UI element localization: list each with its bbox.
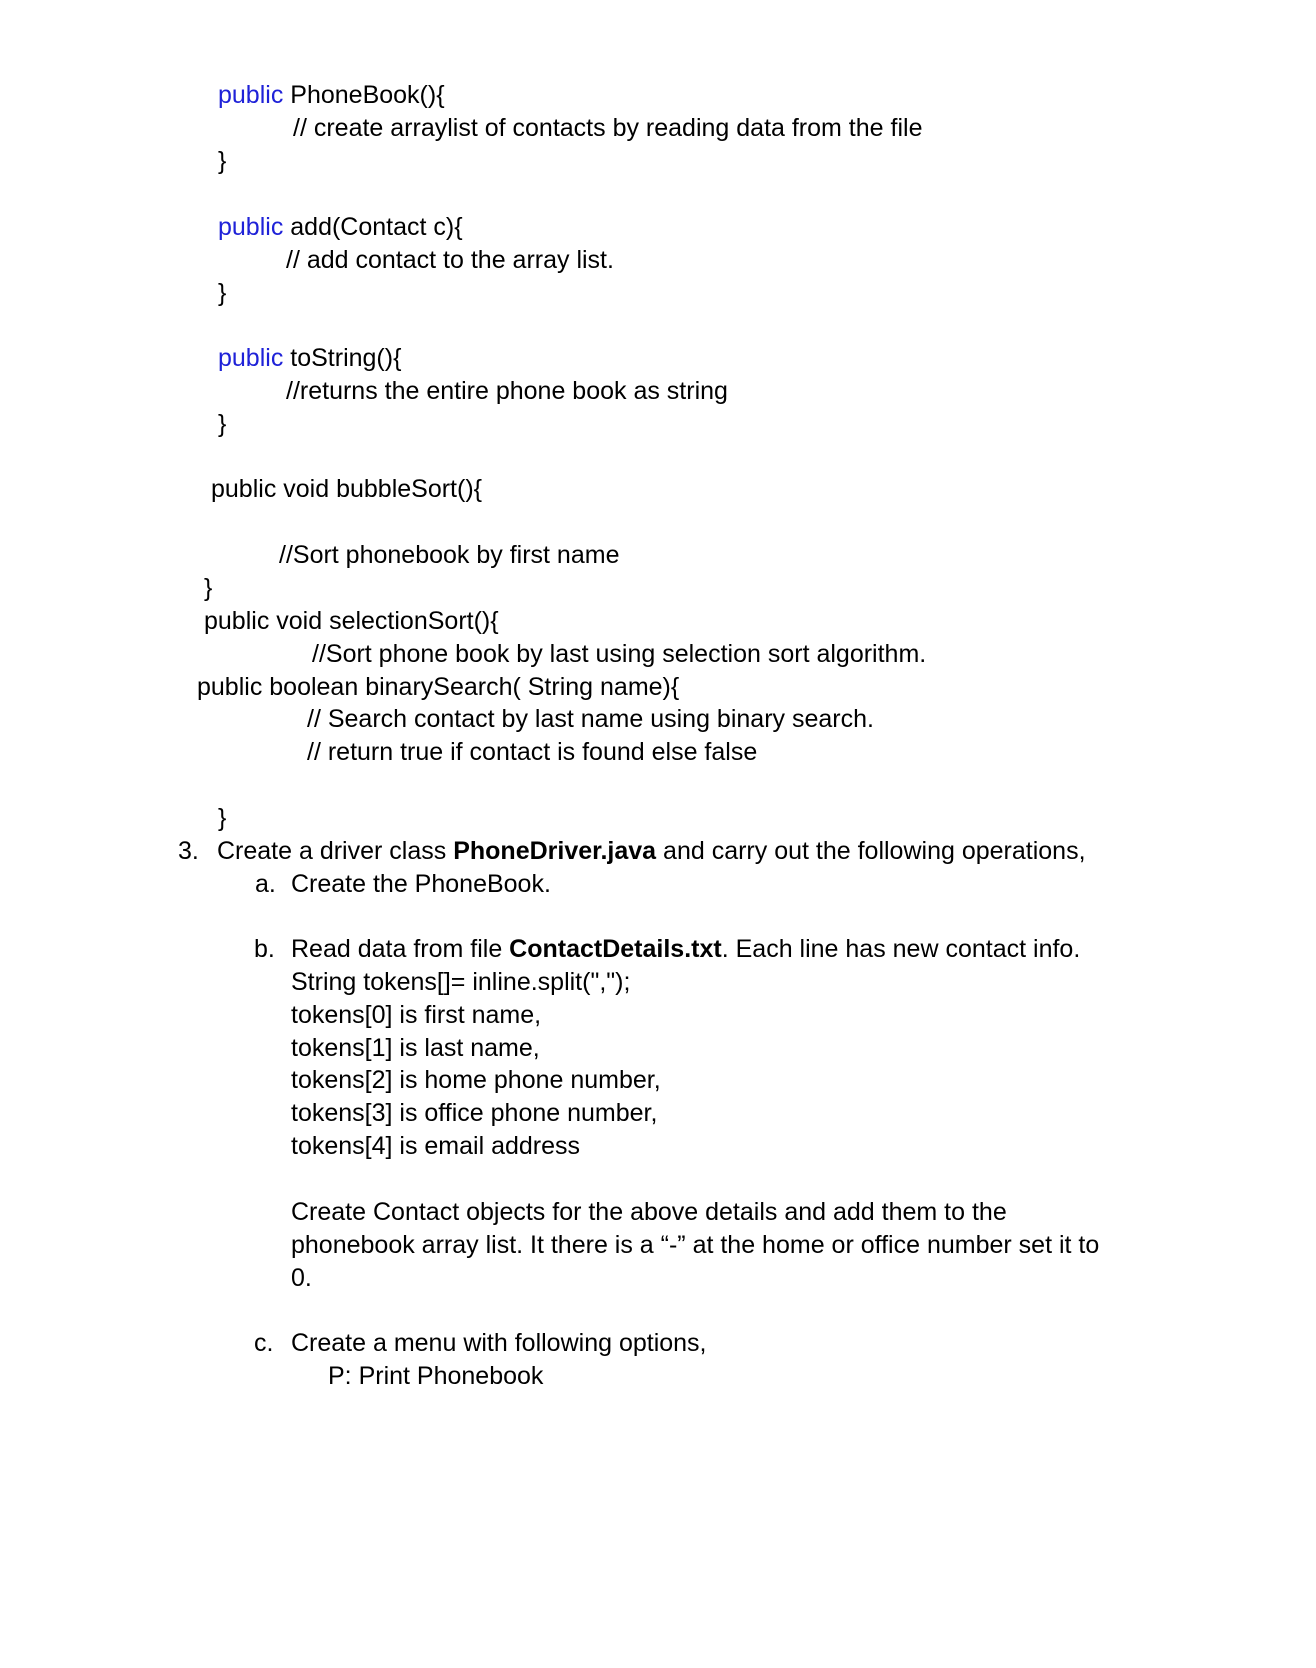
add-name: add(Contact c){	[283, 213, 463, 241]
tostring-comment: //returns the entire phone book as string	[286, 377, 728, 405]
step3b-text-after: . Each line has new contact info.	[721, 935, 1081, 963]
public-keyword: public	[218, 81, 284, 109]
bubblesort-close-brace: }	[204, 574, 213, 602]
menu-option: P: Print Phonebook	[328, 1362, 544, 1390]
public-keyword: public	[218, 344, 284, 372]
constructor-close-brace: }	[218, 147, 227, 175]
step3b-line: tokens[3] is office phone number,	[291, 1099, 658, 1127]
step3b-paragraph-line: 0.	[291, 1264, 312, 1292]
binarysearch-comment-2: // return true if contact is found else false	[307, 738, 758, 766]
step3b-line: tokens[1] is last name,	[291, 1034, 540, 1062]
constructor-name: PhoneBook(){	[283, 81, 445, 109]
step3c-text: Create a menu with following options,	[291, 1329, 707, 1357]
step3b-paragraph-line: phonebook array list. It there is a “-” at the home or office number set it to	[291, 1231, 1100, 1259]
step3b-bold-filename: ContactDetails.txt	[509, 935, 722, 963]
step3b-line: tokens[0] is first name,	[291, 1001, 542, 1029]
step3c-marker: c.	[254, 1329, 274, 1357]
bubblesort-comment: //Sort phonebook by first name	[279, 541, 620, 569]
step3-text-before: Create a driver class	[217, 837, 454, 865]
step3b-line: tokens[2] is home phone number,	[291, 1066, 661, 1094]
tostring-signature	[218, 343, 401, 373]
selectionsort-signature: public void selectionSort(){	[204, 607, 499, 635]
tostring-close-brace: }	[218, 410, 227, 438]
binarysearch-close-brace: }	[218, 804, 227, 832]
step3b-marker: b.	[254, 935, 275, 963]
step3-bold-filename: PhoneDriver.java	[453, 837, 657, 865]
step3a-text: Create the PhoneBook.	[291, 870, 551, 898]
add-close-brace: }	[218, 279, 227, 307]
constructor-signature	[218, 80, 445, 110]
tostring-name: toString(){	[283, 344, 402, 372]
step3-text	[217, 836, 1086, 866]
add-signature	[218, 212, 463, 242]
step3a-marker: a.	[255, 870, 276, 898]
step3b-line: tokens[4] is email address	[291, 1132, 581, 1160]
step3b-text	[291, 934, 1080, 964]
add-comment: // add contact to the array list.	[286, 246, 614, 274]
bubblesort-signature: public void bubbleSort(){	[211, 475, 482, 503]
step3b-text-before: Read data from file	[291, 935, 510, 963]
step3-text-after: and carry out the following operations,	[656, 837, 1086, 865]
public-keyword: public	[218, 213, 284, 241]
binarysearch-signature: public boolean binarySearch( String name){	[197, 673, 680, 701]
step3b-line: String tokens[]= inline.split(",");	[291, 968, 631, 996]
step3-number: 3.	[178, 837, 199, 865]
binarysearch-comment-1: // Search contact by last name using binary search.	[307, 705, 874, 733]
step3b-paragraph-line: Create Contact objects for the above details and add them to the	[291, 1198, 1007, 1226]
selectionsort-comment: //Sort phone book by last using selection sort algorithm.	[312, 640, 927, 668]
constructor-comment: // create arraylist of contacts by reading data from the file	[293, 114, 923, 142]
